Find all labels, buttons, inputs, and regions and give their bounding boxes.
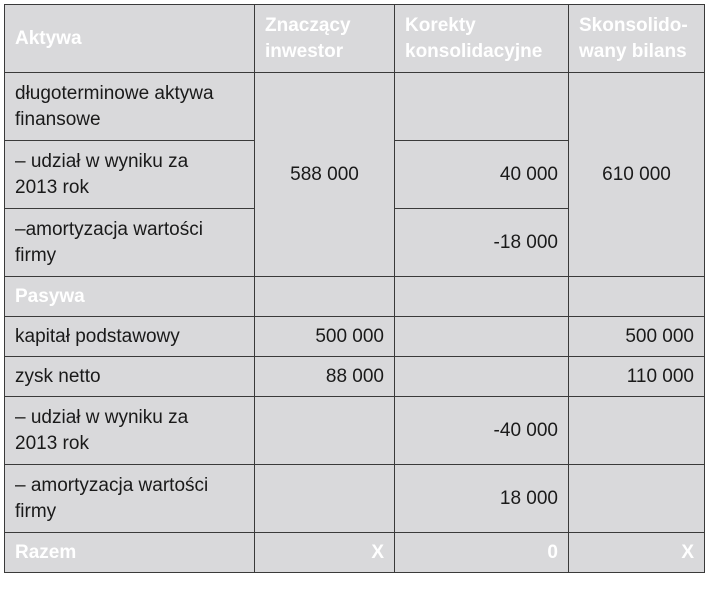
asset-amortization-label-line2: firmy (15, 244, 57, 266)
liability-amortization-investor (255, 465, 395, 533)
header-adjustments-line1: Korekty (405, 14, 476, 36)
header-consolidated-line2: wany bilans (579, 40, 687, 62)
consolidated-balance-table (4, 4, 705, 573)
header-consolidated-line1: Skonsolido- (579, 14, 688, 36)
header-investor-line1: Znaczący (265, 14, 351, 36)
liability-amortization-adj: 18 000 (395, 465, 569, 533)
total-row (5, 533, 705, 573)
liability-row-profit (5, 357, 705, 397)
header-aktywa-text: Aktywa (15, 27, 82, 49)
liability-row-capital (5, 317, 705, 357)
liabilities-section-row (5, 277, 705, 317)
liability-row-share (5, 397, 705, 465)
asset-financial-label-line2: finansowe (15, 108, 101, 130)
header-investor-line2: inwestor (265, 40, 344, 62)
asset-amortization-label (5, 209, 255, 277)
header-investor (255, 5, 395, 73)
asset-row-financial (5, 73, 705, 141)
header-adjustments (395, 5, 569, 73)
liability-row-amortization (5, 465, 705, 533)
liabilities-section-cell-3 (395, 277, 569, 317)
liability-capital-label: kapitał podstawowy (5, 317, 255, 357)
header-adjustments-line2: konsolidacyjne (405, 40, 543, 62)
liabilities-section-label: Pasywa (5, 277, 255, 317)
total-adj: 0 (395, 533, 569, 573)
asset-financial-label-line1: długoterminowe aktywa (15, 82, 214, 104)
liability-capital-investor: 500 000 (255, 317, 395, 357)
header-aktywa (5, 5, 255, 73)
liability-capital-adj (395, 317, 569, 357)
liability-profit-adj (395, 357, 569, 397)
liability-capital-consolidated: 500 000 (569, 317, 705, 357)
asset-amortization-adj: -18 000 (395, 209, 569, 277)
asset-financial-label (5, 73, 255, 141)
asset-amortization-label-line1: –amortyzacja wartości (15, 218, 203, 240)
liability-share-label (5, 397, 255, 465)
liability-share-investor (255, 397, 395, 465)
liability-profit-consolidated: 110 000 (569, 357, 705, 397)
liability-share-consolidated (569, 397, 705, 465)
asset-share-adj: 40 000 (395, 141, 569, 209)
liability-share-label-line1: – udział w wyniku za (15, 406, 189, 428)
liability-amortization-label-line2: firmy (15, 500, 57, 522)
total-label: Razem (5, 533, 255, 573)
asset-financial-adj (395, 73, 569, 141)
asset-share-label (5, 141, 255, 209)
liability-profit-label: zysk netto (5, 357, 255, 397)
asset-share-label-line2: 2013 rok (15, 176, 89, 198)
asset-investor-value: 588 000 (255, 73, 395, 277)
liability-share-adj: -40 000 (395, 397, 569, 465)
header-consolidated (569, 5, 705, 73)
total-investor: X (255, 533, 395, 573)
liability-amortization-consolidated (569, 465, 705, 533)
liability-amortization-label (5, 465, 255, 533)
asset-share-label-line1: – udział w wyniku za (15, 150, 189, 172)
liabilities-section-cell-2 (255, 277, 395, 317)
header-row (5, 5, 705, 73)
liabilities-section-cell-4 (569, 277, 705, 317)
liability-amortization-label-line1: – amortyzacja wartości (15, 474, 209, 496)
asset-consolidated-value: 610 000 (569, 73, 705, 277)
liability-share-label-line2: 2013 rok (15, 432, 89, 454)
total-consolidated: X (569, 533, 705, 573)
liability-profit-investor: 88 000 (255, 357, 395, 397)
